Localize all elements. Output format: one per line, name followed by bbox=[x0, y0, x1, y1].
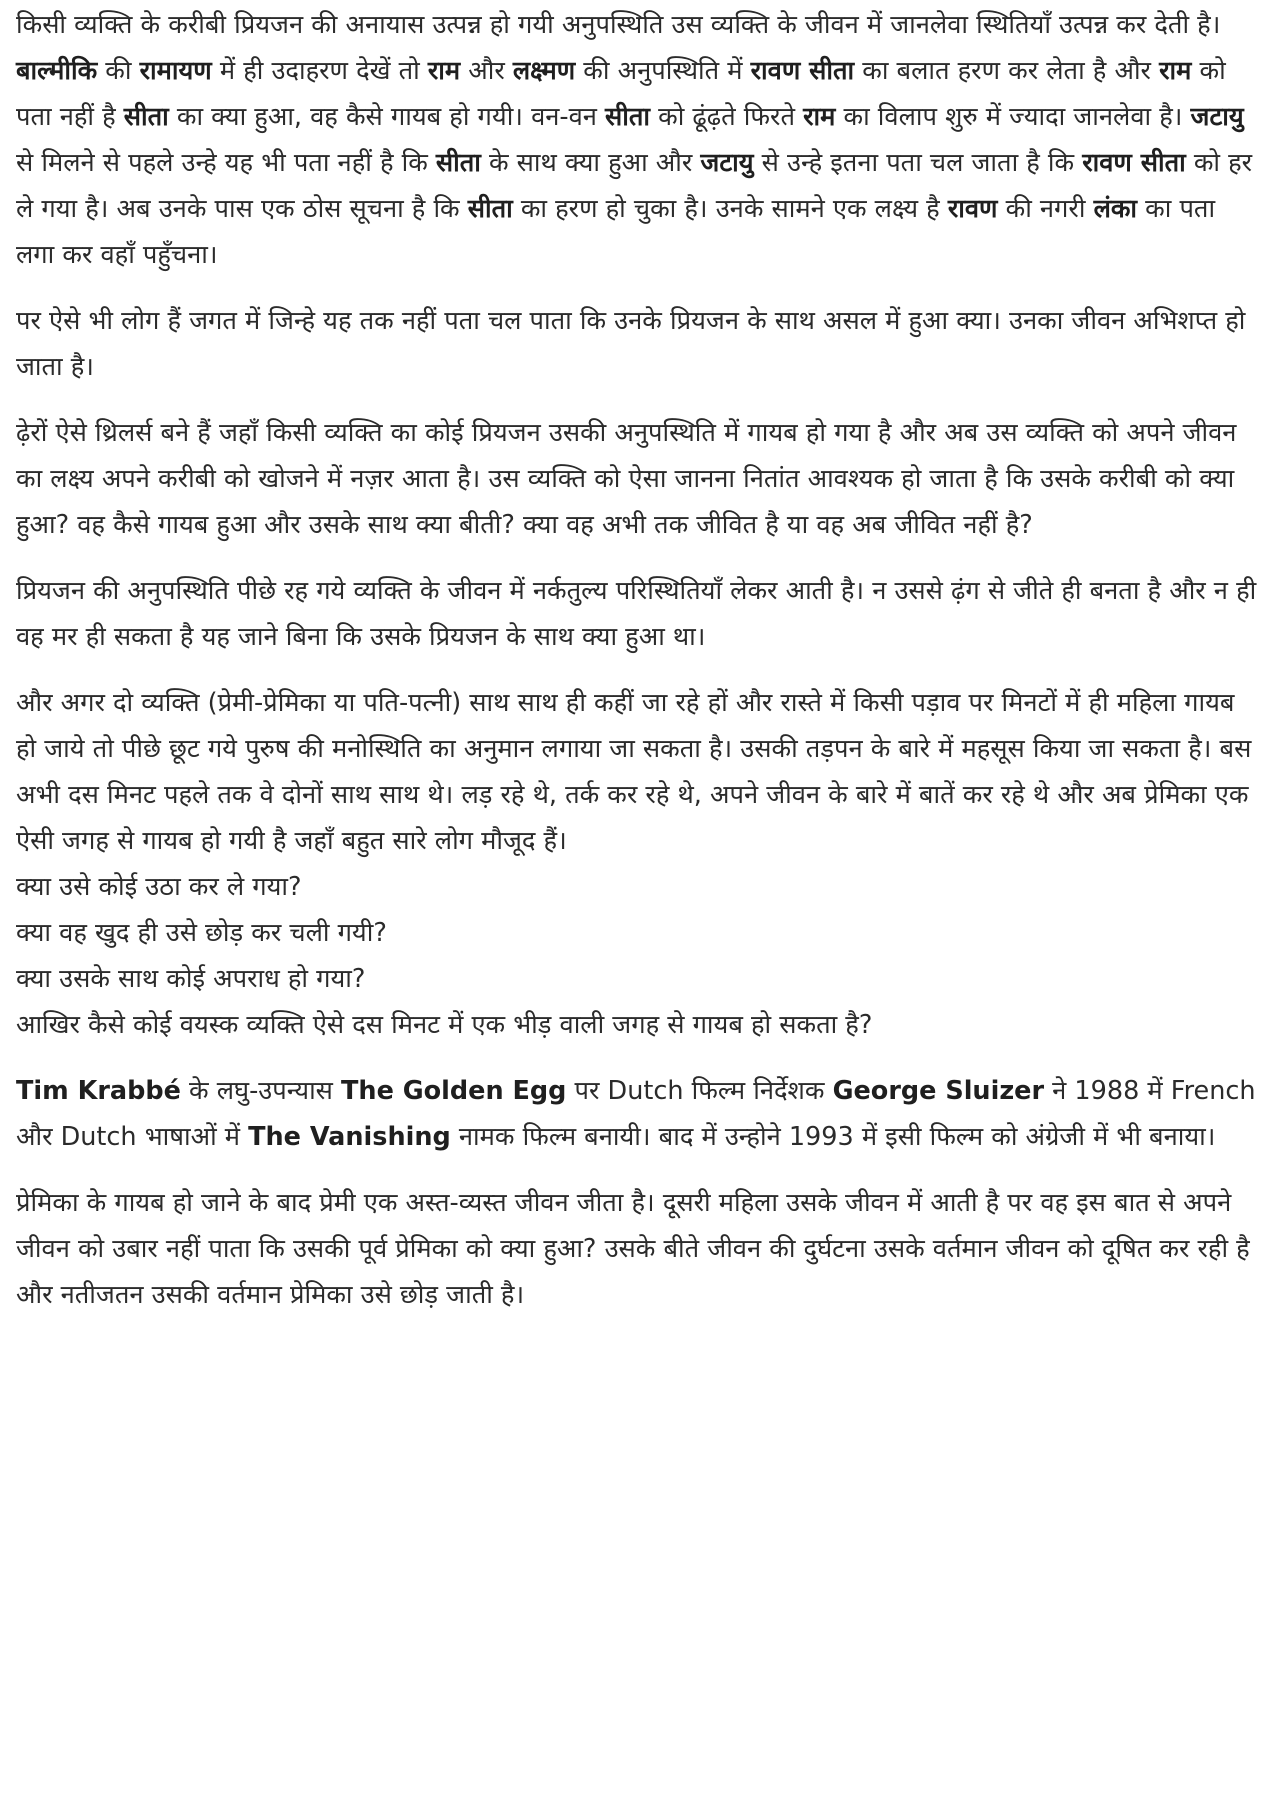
bold-term: रावण bbox=[947, 194, 998, 224]
bold-term: जटायु bbox=[1190, 102, 1244, 132]
text-span: किसी व्यक्ति के करीबी प्रियजन की अनायास उत्पन्न हो गयी अनुपस्थिति उस व्यक्ति के जीवन में जानलेवा स्थितियाँ उत्पन्न कर देती है। bbox=[16, 10, 1221, 40]
bold-term: The Golden Egg bbox=[341, 1076, 567, 1106]
paragraph-thrillers: ढ़ेरों ऐसे थ्रिलर्स बने हैं जहाँ किसी व्यक्ति का कोई प्रियजन उसकी अनुपस्थिति में गायब हो गया है और अब उस व्यक्ति को अपने जीवन का लक्ष्य अपने करीबी को खोजने में नज़र आता है। उस व्यक्ति को ऐसा जानना नितांत आवश्यक हो जाता है कि उसके करीबी को क्या हुआ? वह कैसे गायब हुआ और उसके साथ क्या बीती? क्या वह अभी तक जीवित है या वह अब जीवित नहीं है? bbox=[16, 418, 1237, 540]
text-span: का बलात हरण कर लेता है और bbox=[854, 56, 1160, 86]
text-span: का हरण हो चुका है। उनके सामने एक लक्ष्य है bbox=[512, 194, 948, 224]
question-line: आखिर कैसे कोई वयस्क व्यक्ति ऐसे दस मिनट में एक भीड़ वाली जगह से गायब हो सकता है? bbox=[16, 1010, 873, 1040]
text-span: में ही उदाहरण देखें तो bbox=[211, 56, 428, 86]
bold-term: सीता bbox=[435, 148, 481, 178]
text-span: का पता लगा कर वहाँ पहुँचना। bbox=[16, 194, 1216, 270]
text-span: के साथ क्या हुआ और bbox=[480, 148, 701, 178]
text-span: नामक फिल्म बनायी। बाद में उन्होने 1993 में इसी फिल्म को अंग्रेजी में भी बनाया। bbox=[450, 1122, 1216, 1152]
bold-term: जटायु bbox=[700, 148, 754, 178]
text-span: ने 1988 में French और Dutch भाषाओं में bbox=[16, 1076, 1256, 1152]
paragraph-ramayana bbox=[16, 2, 1261, 278]
bold-term: सीता bbox=[467, 194, 513, 224]
bold-term: रामायण bbox=[139, 56, 212, 86]
paragraph-hellish-circumstances: प्रियजन की अनुपस्थिति पीछे रह गये व्यक्ति के जीवन में नर्कतुल्य परिस्थितियाँ लेकर आती है। न उससे ढ़ंग से जीते ही बनता है और न ही वह मर ही सकता है यह जाने बिना कि उसके प्रियजन के साथ क्या हुआ था। bbox=[16, 576, 1257, 652]
text-span: का क्या हुआ, वह कैसे गायब हो गयी। वन-वन bbox=[168, 102, 606, 132]
text-span: की नगरी bbox=[997, 194, 1094, 224]
text-span: के लघु-उपन्यास bbox=[180, 1076, 342, 1106]
text-span: और अगर दो व्यक्ति (प्रेमी-प्रेमिका या पति-पत्नी) साथ साथ ही कहीं जा रहे हों और रास्ते में किसी पड़ाव पर मिनटों में ही महिला गायब हो जाये तो पीछे छूट गये पुरुष की मनोस्थिति का अनुमान लगाया जा सकता है। उसकी तड़पन के बारे में महसूस किया जा सकता है। बस अभी दस मिनट पहले तक वे दोनों साथ साथ थे। लड़ रहे थे, तर्क कर रहे थे, अपने जीवन के बारे में बातें कर रहे थे और अब प्रेमिका एक ऐसी जगह से गायब हो गयी है जहाँ बहुत सारे लोग मौजूद हैं। bbox=[16, 688, 1252, 856]
bold-term: George Sluizer bbox=[832, 1076, 1045, 1106]
paragraph-disappearance bbox=[16, 680, 1261, 1048]
text-span: की अनुपस्थिति में bbox=[575, 56, 751, 86]
bold-term: लंका bbox=[1093, 194, 1138, 224]
paragraph-aftermath: प्रेमिका के गायब हो जाने के बाद प्रेमी एक अस्त-व्यस्त जीवन जीता है। दूसरी महिला उसके जीवन में आती है पर वह इस बात से अपने जीवन को उबार नहीं पाता कि उसकी पूर्व प्रेमिका को क्या हुआ? उसके बीते जीवन की दुर्घटना उसके वर्तमान जीवन को दूषित कर रही है और नतीजतन उसकी वर्तमान प्रेमिका उसे छोड़ जाती है। bbox=[16, 1188, 1250, 1310]
bold-term: सीता bbox=[605, 102, 651, 132]
question-line: क्या वह खुद ही उसे छोड़ कर चली गयी? bbox=[16, 918, 387, 948]
question-line: क्या उसे कोई उठा कर ले गया? bbox=[16, 872, 302, 902]
bold-term: रावण सीता bbox=[750, 56, 855, 86]
text-span: को ढूंढ़ते फिरते bbox=[650, 102, 804, 132]
bold-term: राम bbox=[803, 102, 836, 132]
bold-term: रावण सीता bbox=[1082, 148, 1186, 178]
text-span: और bbox=[460, 56, 513, 86]
bold-term: राम bbox=[1159, 56, 1192, 86]
text-span: से उन्हे इतना पता चल जाता है कि bbox=[753, 148, 1083, 178]
text-span: पर Dutch फिल्म निर्देशक bbox=[566, 1076, 833, 1106]
bold-term: बाल्मीकि bbox=[16, 56, 98, 86]
bold-term: Tim Krabbé bbox=[16, 1076, 181, 1106]
text-span: से मिलने से पहले उन्हे यह भी पता नहीं है कि bbox=[16, 148, 436, 178]
question-line: क्या उसके साथ कोई अपराध हो गया? bbox=[16, 964, 366, 994]
paragraph-cursed-life: पर ऐसे भी लोग हैं जगत में जिन्हे यह तक नहीं पता चल पाता कि उनके प्रियजन के साथ असल में हुआ क्या। उनका जीवन अभिशप्त हो जाता है। bbox=[16, 306, 1246, 382]
text-span: को पता नहीं है bbox=[16, 56, 1226, 132]
bold-term: सीता bbox=[123, 102, 169, 132]
paragraph-the-vanishing bbox=[16, 1068, 1261, 1160]
text-span: का विलाप शुरु में ज्यादा जानलेवा है। bbox=[835, 102, 1191, 132]
text-span: को हर ले गया है। अब उनके पास एक ठोस सूचना है कि bbox=[16, 148, 1253, 224]
bold-term: लक्ष्मण bbox=[512, 56, 576, 86]
bold-term: The Vanishing bbox=[248, 1122, 451, 1152]
text-span: की bbox=[97, 56, 140, 86]
bold-term: राम bbox=[427, 56, 461, 86]
